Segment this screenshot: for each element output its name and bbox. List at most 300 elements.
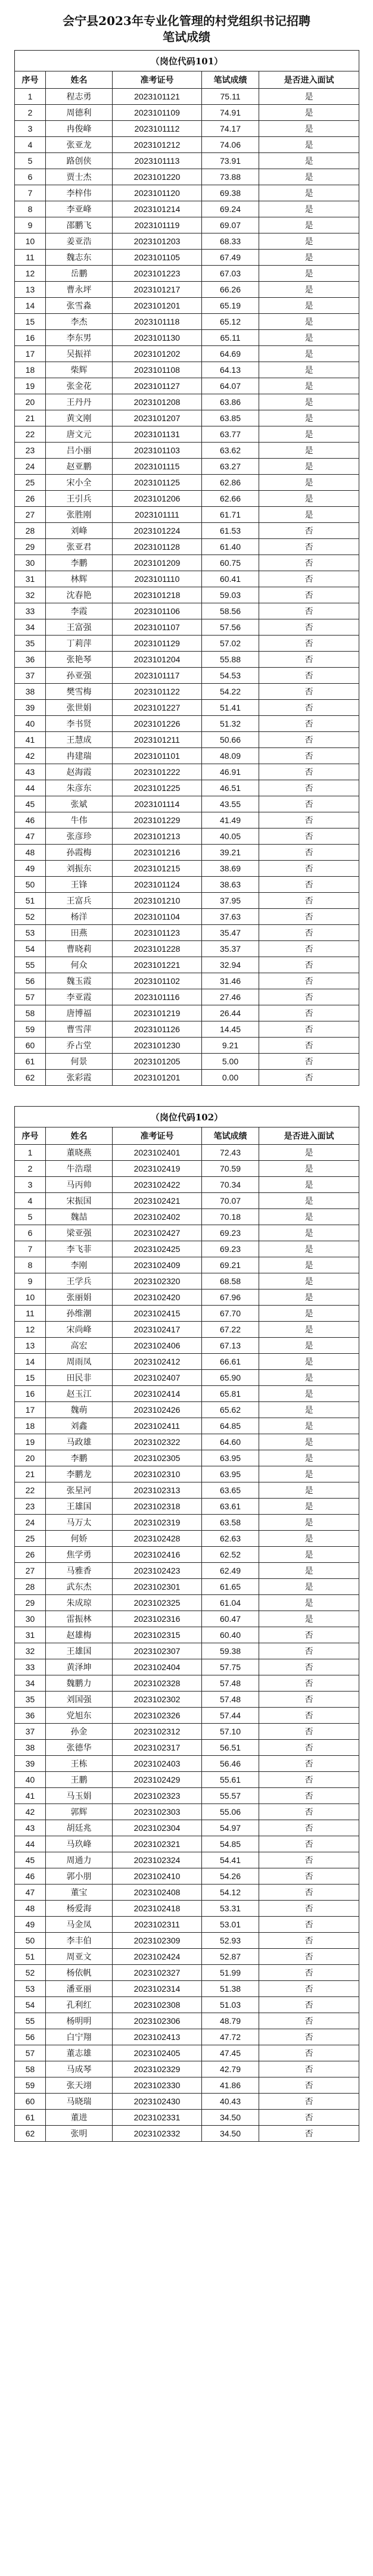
table-row — [15, 153, 359, 169]
table-row — [15, 314, 359, 330]
table-row — [15, 2077, 359, 2094]
interview-status: 是 — [259, 1193, 359, 1209]
written-score: 70.59 — [202, 1161, 259, 1177]
candidate-name: 赵雄梅 — [46, 1627, 113, 1643]
table-row — [15, 1804, 359, 1820]
interview-status: 否 — [259, 861, 359, 877]
written-score: 51.38 — [202, 1981, 259, 1997]
ticket-number: 2023101107 — [113, 619, 202, 636]
interview-status: 否 — [259, 587, 359, 603]
table-row — [15, 169, 359, 185]
table-row — [15, 716, 359, 732]
table-row — [15, 1611, 359, 1627]
table-row — [15, 1531, 359, 1547]
interview-status: 否 — [259, 1054, 359, 1070]
table-row — [15, 1241, 359, 1257]
table-row — [15, 764, 359, 780]
ticket-number: 2023101112 — [113, 121, 202, 137]
table-row — [15, 796, 359, 812]
row-index: 30 — [15, 555, 46, 571]
written-score: 57.48 — [202, 1692, 259, 1708]
header-written-score: 笔试成绩 — [202, 71, 259, 89]
candidate-name: 杨明明 — [46, 2013, 113, 2029]
row-index: 50 — [15, 1933, 46, 1949]
candidate-name: 李杰 — [46, 314, 113, 330]
interview-status: 是 — [259, 266, 359, 282]
interview-status: 否 — [259, 1933, 359, 1949]
ticket-number: 2023101118 — [113, 314, 202, 330]
table-row — [15, 1788, 359, 1804]
candidate-name: 李亚峰 — [46, 201, 113, 217]
ticket-number: 2023102302 — [113, 1692, 202, 1708]
candidate-name: 路创侠 — [46, 153, 113, 169]
written-score: 46.51 — [202, 780, 259, 796]
written-score: 57.56 — [202, 619, 259, 636]
row-index: 20 — [15, 1450, 46, 1466]
written-score: 70.18 — [202, 1209, 259, 1225]
ticket-number: 2023102321 — [113, 1836, 202, 1852]
table-row — [15, 861, 359, 877]
table-row — [15, 1005, 359, 1021]
ticket-number: 2023101116 — [113, 989, 202, 1005]
written-score: 61.40 — [202, 539, 259, 555]
row-index: 26 — [15, 491, 46, 507]
interview-status: 是 — [259, 491, 359, 507]
interview-status: 是 — [259, 201, 359, 217]
row-index: 21 — [15, 410, 46, 426]
table-row — [15, 668, 359, 684]
interview-status: 否 — [259, 1788, 359, 1804]
candidate-name: 曹晓莉 — [46, 941, 113, 957]
written-score: 57.48 — [202, 1675, 259, 1692]
table-row — [15, 989, 359, 1005]
interview-status: 否 — [259, 1949, 359, 1965]
interview-status: 是 — [259, 1209, 359, 1225]
row-index: 14 — [15, 298, 46, 314]
candidate-name: 张德华 — [46, 1740, 113, 1756]
ticket-number: 2023102427 — [113, 1225, 202, 1241]
interview-status: 是 — [259, 1161, 359, 1177]
table-row — [15, 893, 359, 909]
ticket-number: 2023101108 — [113, 362, 202, 378]
interview-status: 否 — [259, 523, 359, 539]
written-score: 54.85 — [202, 1836, 259, 1852]
row-index: 14 — [15, 1354, 46, 1370]
table-row — [15, 250, 359, 266]
row-index: 27 — [15, 1563, 46, 1579]
row-index: 31 — [15, 571, 46, 587]
written-score: 57.44 — [202, 1708, 259, 1724]
written-score: 59.38 — [202, 1643, 259, 1659]
row-index: 61 — [15, 1054, 46, 1070]
ticket-number: 2023101219 — [113, 1005, 202, 1021]
row-index: 7 — [15, 185, 46, 201]
table-row — [15, 185, 359, 201]
table-row — [15, 571, 359, 587]
candidate-name: 李鹏 — [46, 1450, 113, 1466]
table-row — [15, 619, 359, 636]
ticket-number: 2023101111 — [113, 507, 202, 523]
ticket-number: 2023101104 — [113, 909, 202, 925]
candidate-name: 朱彦东 — [46, 780, 113, 796]
written-score: 63.77 — [202, 426, 259, 443]
candidate-name: 张胜刚 — [46, 507, 113, 523]
table-row — [15, 1402, 359, 1418]
row-index: 16 — [15, 1386, 46, 1402]
ticket-number: 2023102407 — [113, 1370, 202, 1386]
row-index: 40 — [15, 716, 46, 732]
ticket-number: 2023101119 — [113, 217, 202, 233]
ticket-number: 2023101201 — [113, 1070, 202, 1086]
row-index: 53 — [15, 925, 46, 941]
written-score: 54.22 — [202, 684, 259, 700]
row-index: 6 — [15, 1225, 46, 1241]
table-row — [15, 410, 359, 426]
header-index: 序号 — [15, 71, 46, 89]
ticket-number: 2023102322 — [113, 1434, 202, 1450]
written-score: 69.21 — [202, 1257, 259, 1273]
interview-status: 是 — [259, 1338, 359, 1354]
interview-status: 是 — [259, 1611, 359, 1627]
written-score: 35.47 — [202, 925, 259, 941]
row-index: 44 — [15, 1836, 46, 1852]
row-index: 46 — [15, 812, 46, 828]
ticket-number: 2023102409 — [113, 1257, 202, 1273]
candidate-name: 邵鹏飞 — [46, 217, 113, 233]
candidate-name: 何娇 — [46, 1531, 113, 1547]
written-score: 61.04 — [202, 1595, 259, 1611]
candidate-name: 张天翊 — [46, 2077, 113, 2094]
written-score: 34.50 — [202, 2126, 259, 2142]
row-index: 45 — [15, 796, 46, 812]
ticket-number: 2023101122 — [113, 684, 202, 700]
written-score: 63.65 — [202, 1482, 259, 1499]
ticket-number: 2023101106 — [113, 603, 202, 619]
candidate-name: 张彦珍 — [46, 828, 113, 845]
ticket-number: 2023101121 — [113, 89, 202, 105]
candidate-name: 王慧成 — [46, 732, 113, 748]
written-score: 69.23 — [202, 1241, 259, 1257]
interview-status: 否 — [259, 2045, 359, 2061]
candidate-name: 牛浩璟 — [46, 1161, 113, 1177]
table-row — [15, 1917, 359, 1933]
row-index: 42 — [15, 1804, 46, 1820]
header-index: 序号 — [15, 1127, 46, 1145]
written-score: 54.26 — [202, 1868, 259, 1885]
table-row — [15, 1466, 359, 1482]
table-row — [15, 217, 359, 233]
table-row — [15, 909, 359, 925]
position-code-label: （岗位代码102） — [15, 1107, 359, 1127]
written-score: 62.86 — [202, 475, 259, 491]
candidate-name: 杨洋 — [46, 909, 113, 925]
interview-status: 是 — [259, 378, 359, 394]
ticket-number: 2023102416 — [113, 1547, 202, 1563]
interview-status: 否 — [259, 1627, 359, 1643]
ticket-number: 2023101220 — [113, 169, 202, 185]
candidate-name: 高宏 — [46, 1338, 113, 1354]
table-row — [15, 523, 359, 539]
table-row — [15, 475, 359, 491]
candidate-name: 杨依帆 — [46, 1965, 113, 1981]
interview-status: 否 — [259, 1021, 359, 1038]
written-score: 51.03 — [202, 1997, 259, 2013]
candidate-name: 宋尚峰 — [46, 1322, 113, 1338]
table-row — [15, 443, 359, 459]
table-header-row — [15, 71, 359, 89]
table-row — [15, 780, 359, 796]
written-score: 34.50 — [202, 2110, 259, 2126]
row-index: 34 — [15, 619, 46, 636]
written-score: 65.90 — [202, 1370, 259, 1386]
written-score: 61.53 — [202, 523, 259, 539]
candidate-name: 孙亚强 — [46, 668, 113, 684]
row-index: 18 — [15, 362, 46, 378]
candidate-name: 牛伟 — [46, 812, 113, 828]
ticket-number: 2023102313 — [113, 1482, 202, 1499]
candidate-name: 李丰伯 — [46, 1933, 113, 1949]
row-index: 5 — [15, 153, 46, 169]
table-row — [15, 378, 359, 394]
written-score: 52.93 — [202, 1933, 259, 1949]
table-row — [15, 2094, 359, 2110]
written-score: 67.13 — [202, 1338, 259, 1354]
candidate-name: 胡廷兆 — [46, 1820, 113, 1836]
interview-status: 否 — [259, 1901, 359, 1917]
header-interview-status: 是否进入面试 — [259, 1127, 359, 1145]
interview-status: 是 — [259, 507, 359, 523]
ticket-number: 2023101206 — [113, 491, 202, 507]
written-score: 31.46 — [202, 973, 259, 989]
row-index: 19 — [15, 1434, 46, 1450]
candidate-name: 刘国强 — [46, 1692, 113, 1708]
interview-status: 否 — [259, 893, 359, 909]
candidate-name: 吴振祥 — [46, 346, 113, 362]
interview-status: 否 — [259, 684, 359, 700]
row-index: 57 — [15, 989, 46, 1005]
candidate-name: 武东杰 — [46, 1579, 113, 1595]
ticket-number: 2023102406 — [113, 1338, 202, 1354]
candidate-name: 王富强 — [46, 619, 113, 636]
table-row — [15, 1852, 359, 1868]
position-code-row — [15, 51, 359, 71]
interview-status: 是 — [259, 1177, 359, 1193]
table-row — [15, 1273, 359, 1289]
row-index: 16 — [15, 330, 46, 346]
written-score: 51.99 — [202, 1965, 259, 1981]
header-interview-status: 是否进入面试 — [259, 71, 359, 89]
row-index: 56 — [15, 2029, 46, 2045]
table-row — [15, 362, 359, 378]
ticket-number: 2023102314 — [113, 1981, 202, 1997]
row-index: 33 — [15, 603, 46, 619]
candidate-name: 魏志东 — [46, 250, 113, 266]
candidate-name: 赵玉江 — [46, 1386, 113, 1402]
table-row — [15, 748, 359, 764]
table-row — [15, 1386, 359, 1402]
candidate-name: 张彩霞 — [46, 1070, 113, 1086]
interview-status: 是 — [259, 443, 359, 459]
table-row — [15, 1450, 359, 1466]
section-gap — [14, 1086, 359, 1106]
row-index: 59 — [15, 2077, 46, 2094]
candidate-name: 赵亚鹏 — [46, 459, 113, 475]
ticket-number: 2023101215 — [113, 861, 202, 877]
header-name: 姓名 — [46, 71, 113, 89]
written-score: 73.88 — [202, 169, 259, 185]
written-score: 70.34 — [202, 1177, 259, 1193]
ticket-number: 2023101103 — [113, 443, 202, 459]
candidate-name: 张斌 — [46, 796, 113, 812]
interview-status: 否 — [259, 2013, 359, 2029]
ticket-number: 2023102330 — [113, 2077, 202, 2094]
table-row — [15, 89, 359, 105]
ticket-number: 2023102405 — [113, 2045, 202, 2061]
written-score: 74.06 — [202, 137, 259, 153]
written-score: 53.01 — [202, 1917, 259, 1933]
row-index: 24 — [15, 459, 46, 475]
ticket-number: 2023102308 — [113, 1997, 202, 2013]
written-score: 47.45 — [202, 2045, 259, 2061]
candidate-name: 马成琴 — [46, 2061, 113, 2077]
table-row — [15, 1675, 359, 1692]
row-index: 54 — [15, 1997, 46, 2013]
ticket-number: 2023101203 — [113, 233, 202, 250]
candidate-name: 王锋 — [46, 877, 113, 893]
candidate-name: 王鹏 — [46, 1772, 113, 1788]
written-score: 75.11 — [202, 89, 259, 105]
candidate-name: 曹永坪 — [46, 282, 113, 298]
table-row — [15, 346, 359, 362]
interview-status: 否 — [259, 716, 359, 732]
written-score: 48.09 — [202, 748, 259, 764]
candidate-name: 田民非 — [46, 1370, 113, 1386]
ticket-number: 2023102413 — [113, 2029, 202, 2045]
written-score: 60.40 — [202, 1627, 259, 1643]
written-score: 65.11 — [202, 330, 259, 346]
interview-status: 否 — [259, 812, 359, 828]
ticket-number: 2023102421 — [113, 1193, 202, 1209]
ticket-number: 2023102430 — [113, 2094, 202, 2110]
table-row — [15, 1193, 359, 1209]
interview-status: 否 — [259, 1965, 359, 1981]
ticket-number: 2023101216 — [113, 845, 202, 861]
candidate-name: 田燕 — [46, 925, 113, 941]
interview-status: 是 — [259, 1547, 359, 1563]
ticket-number: 2023101209 — [113, 555, 202, 571]
table-row — [15, 1547, 359, 1563]
candidate-name: 贾士杰 — [46, 169, 113, 185]
row-index: 43 — [15, 1820, 46, 1836]
header-ticket-number: 准考证号 — [113, 1127, 202, 1145]
ticket-number: 2023101131 — [113, 426, 202, 443]
candidate-name: 张金花 — [46, 378, 113, 394]
interview-status: 是 — [259, 1482, 359, 1499]
ticket-number: 2023101211 — [113, 732, 202, 748]
interview-status: 是 — [259, 1418, 359, 1434]
table-row — [15, 1579, 359, 1595]
row-index: 39 — [15, 1756, 46, 1772]
table-row — [15, 1306, 359, 1322]
written-score: 72.43 — [202, 1145, 259, 1161]
ticket-number: 2023102326 — [113, 1708, 202, 1724]
interview-status: 是 — [259, 233, 359, 250]
candidate-name: 冉建瑞 — [46, 748, 113, 764]
table-row — [15, 1370, 359, 1386]
table-row — [15, 925, 359, 941]
interview-status: 否 — [259, 1772, 359, 1788]
interview-status: 是 — [259, 137, 359, 153]
interview-status: 否 — [259, 828, 359, 845]
interview-status: 否 — [259, 780, 359, 796]
candidate-name: 魏玉霞 — [46, 973, 113, 989]
table-row — [15, 1257, 359, 1273]
candidate-name: 王引兵 — [46, 491, 113, 507]
ticket-number: 2023101207 — [113, 410, 202, 426]
candidate-name: 何景 — [46, 1054, 113, 1070]
interview-status: 是 — [259, 1595, 359, 1611]
row-index: 25 — [15, 475, 46, 491]
candidate-name: 马玉娟 — [46, 1788, 113, 1804]
interview-status: 否 — [259, 732, 359, 748]
ticket-number: 2023102332 — [113, 2126, 202, 2142]
written-score: 69.07 — [202, 217, 259, 233]
written-score: 54.41 — [202, 1852, 259, 1868]
interview-status: 是 — [259, 89, 359, 105]
row-index: 46 — [15, 1868, 46, 1885]
candidate-name: 王丹丹 — [46, 394, 113, 410]
ticket-number: 2023101105 — [113, 250, 202, 266]
ticket-number: 2023102331 — [113, 2110, 202, 2126]
row-index: 6 — [15, 169, 46, 185]
candidate-name: 张世娟 — [46, 700, 113, 716]
candidate-name: 姜亚浩 — [46, 233, 113, 250]
ticket-number: 2023102325 — [113, 1595, 202, 1611]
ticket-number: 2023101223 — [113, 266, 202, 282]
candidate-name: 岳鹏 — [46, 266, 113, 282]
candidate-name: 马晓瑞 — [46, 2094, 113, 2110]
row-index: 49 — [15, 1917, 46, 1933]
row-index: 41 — [15, 732, 46, 748]
ticket-number: 2023101130 — [113, 330, 202, 346]
table-row — [15, 1997, 359, 2013]
table-row — [15, 1418, 359, 1434]
row-index: 52 — [15, 1965, 46, 1981]
candidate-name: 张明 — [46, 2126, 113, 2142]
written-score: 63.58 — [202, 1515, 259, 1531]
candidate-name: 董进 — [46, 2110, 113, 2126]
row-index: 49 — [15, 861, 46, 877]
ticket-number: 2023102422 — [113, 1177, 202, 1193]
ticket-number: 2023101126 — [113, 1021, 202, 1038]
candidate-name: 郭小朋 — [46, 1868, 113, 1885]
row-index: 53 — [15, 1981, 46, 1997]
ticket-number: 2023101101 — [113, 748, 202, 764]
written-score: 40.43 — [202, 2094, 259, 2110]
ticket-number: 2023102429 — [113, 1772, 202, 1788]
interview-status: 是 — [259, 410, 359, 426]
table-row — [15, 1499, 359, 1515]
interview-status: 否 — [259, 1917, 359, 1933]
table-row — [15, 1209, 359, 1225]
table-row — [15, 2029, 359, 2045]
written-score: 62.63 — [202, 1531, 259, 1547]
table-row — [15, 1692, 359, 1708]
ticket-number: 2023101226 — [113, 716, 202, 732]
written-score: 40.05 — [202, 828, 259, 845]
candidate-name: 马雅香 — [46, 1563, 113, 1579]
interview-status: 否 — [259, 2029, 359, 2045]
